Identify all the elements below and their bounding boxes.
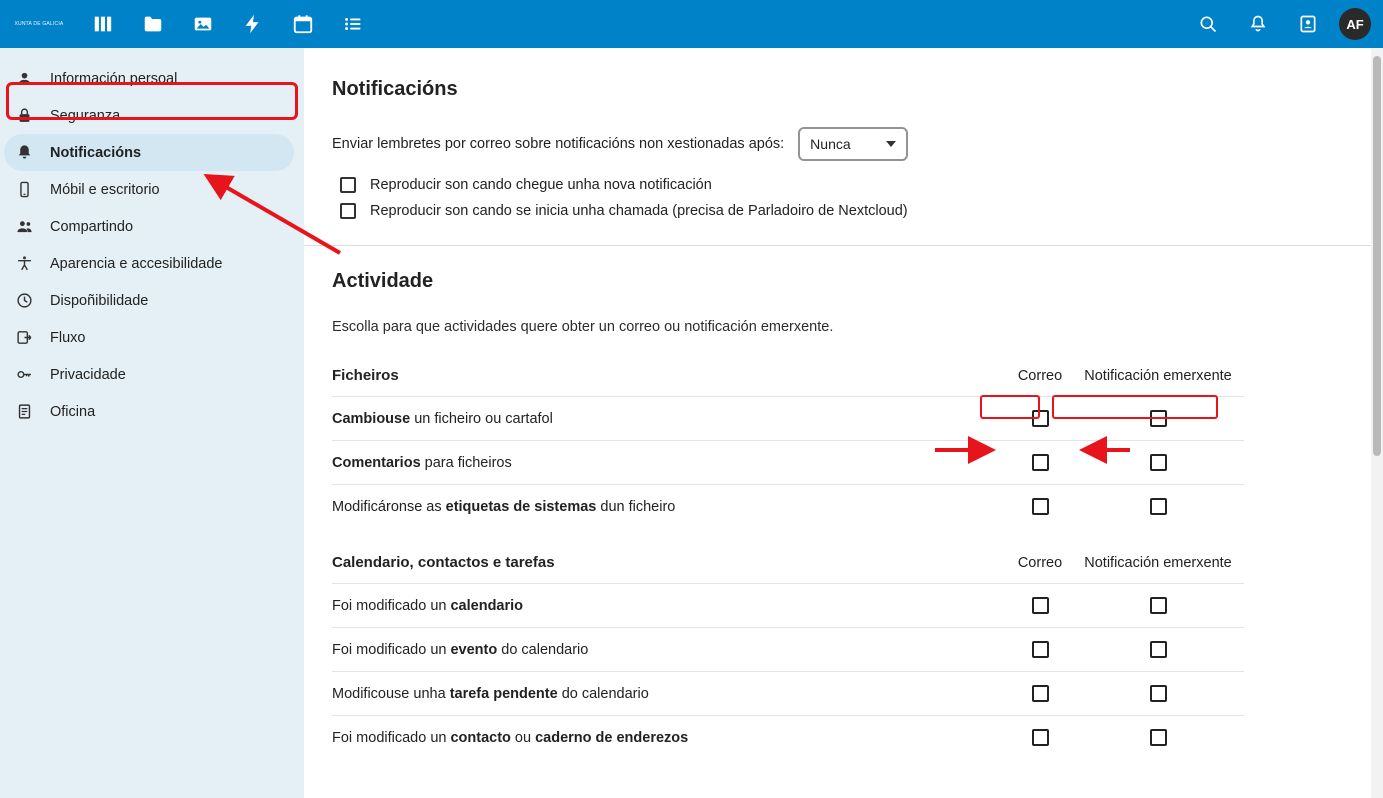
row-label-pre: Foi modificado un: [332, 729, 451, 746]
push-checkbox[interactable]: [1150, 729, 1167, 746]
clock-icon: [16, 292, 44, 309]
reminder-interval-value: Nunca: [810, 136, 851, 152]
group-title-ficheiros: Ficheiros: [332, 367, 399, 384]
lock-icon: [16, 107, 44, 124]
sidebar-item-label: Privacidade: [50, 366, 126, 383]
mail-checkbox[interactable]: [1032, 498, 1049, 515]
row-label-bold: contacto: [450, 729, 511, 746]
row-label-bold: Comentarios: [332, 454, 421, 471]
column-header-correo: Correo: [1017, 554, 1063, 571]
row-label-pre: Foi modificado un: [332, 597, 451, 614]
scrollbar-thumb[interactable]: [1373, 56, 1381, 456]
mobile-icon: [16, 181, 44, 198]
table-row: [332, 440, 1244, 484]
photos-icon[interactable]: [178, 0, 228, 48]
row-label: [332, 455, 1008, 471]
push-checkbox[interactable]: [1150, 410, 1167, 427]
table-row: [332, 627, 1244, 671]
row-label-rest: dun ficheiro: [596, 498, 676, 515]
files-icon[interactable]: [128, 0, 178, 48]
app-navigation: [78, 0, 378, 48]
row-label-pre: Modificáronse as: [332, 498, 446, 515]
sound-call-start-row: [340, 203, 1369, 219]
table-row: [332, 583, 1244, 627]
avatar[interactable]: AF: [1339, 8, 1371, 40]
header-right-icons: [1183, 0, 1383, 48]
sidebar-item-disponibilidade[interactable]: [4, 282, 294, 319]
row-label: [332, 598, 1008, 614]
settings-sidebar: [0, 48, 304, 798]
push-checkbox[interactable]: [1150, 685, 1167, 702]
reminder-row: [332, 127, 1369, 161]
sidebar-item-compartindo[interactable]: [4, 208, 294, 245]
row-label: [332, 499, 1008, 515]
calendar-icon[interactable]: [278, 0, 328, 48]
push-checkbox[interactable]: [1150, 498, 1167, 515]
row-label-rest: un ficheiro ou cartafol: [410, 410, 553, 427]
section-divider: [304, 245, 1383, 246]
sound-new-notification-checkbox[interactable]: [340, 177, 356, 193]
row-label: [332, 686, 1008, 702]
sidebar-item-label: Móbil e escritorio: [50, 181, 160, 198]
row-label-pre: Foi modificado un: [332, 641, 451, 658]
mail-checkbox[interactable]: [1032, 597, 1049, 614]
key-icon: [16, 366, 44, 383]
office-document-icon: [16, 403, 44, 420]
logo-text: XUNTA DE GALICIA: [14, 21, 64, 27]
mail-checkbox[interactable]: [1032, 410, 1049, 427]
dashboard-icon[interactable]: [78, 0, 128, 48]
user-icon: [16, 70, 44, 87]
sidebar-item-label: Dispoñibilidade: [50, 292, 149, 309]
activity-table-ficheiros: [332, 367, 1244, 528]
row-label: [332, 411, 1008, 427]
sound-call-start-checkbox[interactable]: [340, 203, 356, 219]
logo[interactable]: [0, 0, 78, 48]
row-label-bold: Cambiouse: [332, 410, 411, 427]
activity-description: Escolla para que actividades quere obter un correo ou notificación emerxente.: [332, 319, 834, 335]
search-icon[interactable]: [1183, 0, 1233, 48]
row-label-rest: do calendario: [497, 641, 589, 658]
sound-new-notification-row: [340, 177, 1369, 193]
notifications-bell-icon[interactable]: [1233, 0, 1283, 48]
sidebar-item-mobil-e-escritorio[interactable]: [4, 171, 294, 208]
table-row: [332, 671, 1244, 715]
column-header-push: Notificación emerxente: [1084, 554, 1232, 571]
row-label-bold: calendario: [450, 597, 524, 614]
tasks-icon[interactable]: [328, 0, 378, 48]
activity-table-calendario: [332, 554, 1244, 759]
sidebar-item-informacion-persoal[interactable]: [4, 60, 294, 97]
push-checkbox[interactable]: [1150, 454, 1167, 471]
mail-checkbox[interactable]: [1032, 685, 1049, 702]
sidebar-item-seguranza[interactable]: [4, 97, 294, 134]
row-label-rest: para ficheiros: [420, 454, 512, 471]
contacts-icon[interactable]: [1283, 0, 1333, 48]
sidebar-item-fluxo[interactable]: [4, 319, 294, 356]
mail-checkbox[interactable]: [1032, 454, 1049, 471]
column-header-correo: Correo: [1017, 367, 1063, 384]
flow-icon: [16, 329, 44, 346]
row-label-bold: etiquetas de sistemas: [445, 498, 597, 515]
sidebar-item-label: Fluxo: [50, 329, 86, 346]
settings-content: [304, 48, 1383, 798]
table-row: [332, 396, 1244, 440]
sidebar-item-privacidade[interactable]: [4, 356, 294, 393]
reminder-interval-select[interactable]: [798, 127, 908, 161]
app-header: [0, 0, 1383, 48]
table-header-row: [332, 367, 1244, 396]
sidebar-item-aparencia-e-accesibilidade[interactable]: [4, 245, 294, 282]
row-label-rest: do calendario: [557, 685, 649, 702]
chevron-down-icon: [886, 141, 896, 147]
sound-new-notification-label: Reproducir son cando chegue unha nova notificación: [370, 177, 712, 193]
sound-call-start-label: Reproducir son cando se inicia unha chamada (precisa de Parladoiro de Nextcloud): [370, 203, 908, 219]
sidebar-item-oficina[interactable]: [4, 393, 294, 430]
column-header-push: Notificación emerxente: [1084, 367, 1232, 384]
accessibility-icon: [16, 255, 44, 272]
activity-icon[interactable]: [228, 0, 278, 48]
sidebar-item-notificacions[interactable]: [4, 134, 294, 171]
row-label: [332, 642, 1008, 658]
sidebar-item-label: Aparencia e accesibilidade: [50, 255, 223, 272]
sidebar-item-label: Seguranza: [50, 107, 121, 124]
notifications-title: Notificacións: [332, 78, 458, 100]
reminder-label: Enviar lembretes por correo sobre notificacións non xestionadas após:: [332, 136, 785, 152]
activity-title: Actividade: [332, 270, 434, 292]
group-title-calendario: Calendario, contactos e tarefas: [332, 554, 555, 571]
row-label-bold: evento: [450, 641, 498, 658]
row-label-bold: tarefa pendente: [449, 685, 558, 702]
row-label-bold2: caderno de enderezos: [535, 729, 689, 746]
sidebar-item-label: Información persoal: [50, 70, 178, 87]
table-row: [332, 715, 1244, 759]
table-header-row: [332, 554, 1244, 583]
sidebar-item-label: Oficina: [50, 403, 96, 420]
table-row: [332, 484, 1244, 528]
push-checkbox[interactable]: [1150, 641, 1167, 658]
push-checkbox[interactable]: [1150, 597, 1167, 614]
share-users-icon: [16, 218, 44, 235]
mail-checkbox[interactable]: [1032, 729, 1049, 746]
sidebar-item-label: Compartindo: [50, 218, 134, 235]
row-label: [332, 730, 1008, 746]
bell-icon: [16, 144, 44, 161]
sidebar-item-label: Notificacións: [50, 144, 142, 161]
row-label-pre: Modificouse unha: [332, 685, 450, 702]
mail-checkbox[interactable]: [1032, 641, 1049, 658]
row-label-rest: ou: [510, 729, 536, 746]
